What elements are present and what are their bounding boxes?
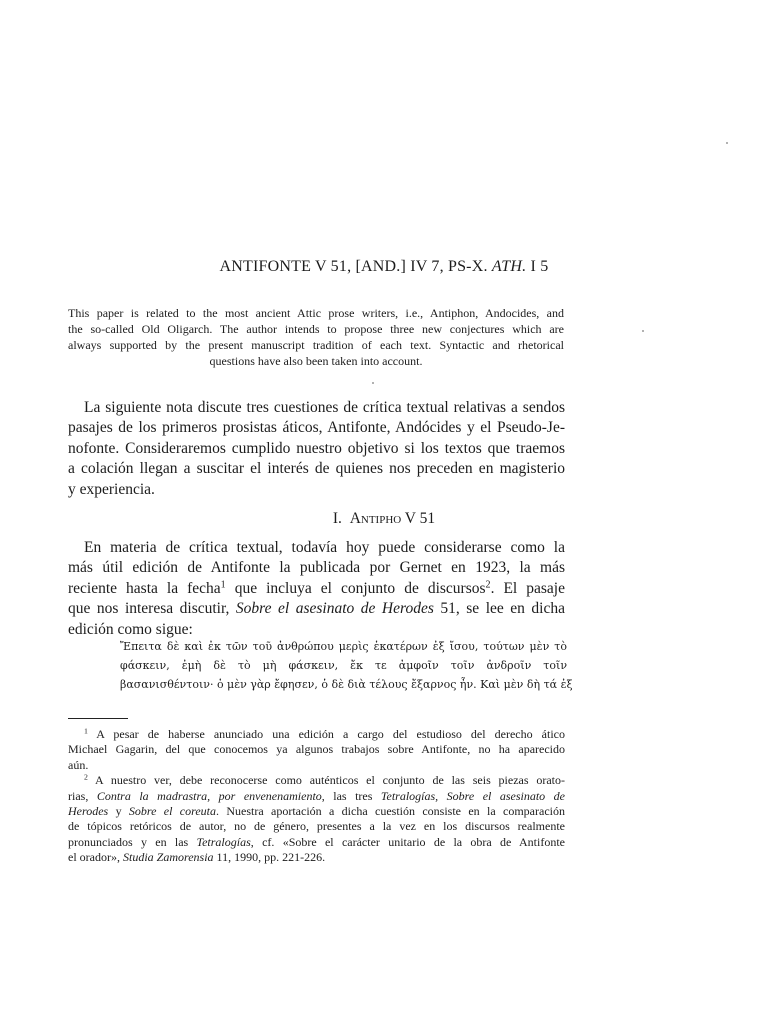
footnote-text: el orador», bbox=[68, 850, 123, 865]
section-text: que incluya el conjunto de discursos bbox=[225, 579, 486, 597]
footnote-text: , cf. «Sobre el carácter unitario de la obra de Antifonte bbox=[250, 834, 565, 849]
greek-line: φάσκειν, ἐμὴ δὲ τὸ μὴ φάσκειν, ἔκ τε ἀμφοῖν τοῖν ἀνδροῖν τοῖν bbox=[120, 659, 567, 672]
section-text: reciente hasta la fecha bbox=[68, 579, 221, 597]
title-main: ANTIFONTE V 51, [AND.] IV 7, PS-X. bbox=[219, 258, 488, 275]
section-text: que nos interesa discutir, bbox=[68, 600, 236, 618]
intro-line: La siguiente nota discute tres cuestiones de crítica textual relativas a sendos bbox=[84, 399, 565, 416]
section-text: . El pasaje bbox=[490, 579, 565, 597]
footnote-ref-2[interactable]: 2 bbox=[485, 579, 491, 591]
footnote-marker-2: 2 bbox=[84, 772, 88, 782]
section-line: edición como sigue: bbox=[68, 620, 193, 638]
footnote-text: , las tres bbox=[321, 788, 381, 803]
work-title: Sobre el asesinato de Herodes bbox=[235, 600, 434, 618]
section-paragraph bbox=[68, 538, 565, 640]
footnote-text: A nuestro ver, debe reconocerse como auténticos el conjunto de las seis piezas orato- bbox=[87, 773, 565, 788]
abstract-line: questions have also been taken into account. bbox=[209, 354, 423, 368]
footnote-1-line bbox=[68, 727, 565, 742]
footnote-2-line bbox=[68, 773, 565, 788]
footnote-2-line bbox=[68, 804, 565, 819]
section-line: más útil edición de Antifonte la publicada por Gernet en 1923, la más bbox=[68, 559, 565, 577]
intro-line: pasajes de los primeros prosistas áticos, Antifonte, Andócides y el Pseudo-Je- bbox=[68, 419, 565, 437]
footnote-text: pronunciados y en las bbox=[68, 834, 197, 849]
section-line bbox=[68, 599, 565, 619]
abstract-line: always supported by the present manuscript tradition of each text. Syntactic and rhetorical bbox=[68, 338, 564, 352]
section-line: En materia de crítica textual, todavía hoy puede considerarse como la bbox=[84, 539, 565, 556]
abstract-line: This paper is related to the most ancient Attic prose writers, i.e., Antiphon, Andocides, and bbox=[68, 306, 564, 320]
footnote-italic: Studia Zamorensia bbox=[122, 850, 214, 865]
footnote-2-line: de tópicos retóricos de autor, no de género, presentes a la vez en los discursos realmente bbox=[68, 819, 565, 834]
intro-line: a colación llegan a suscitar el interés de quienes nos preceden en magisterio bbox=[68, 460, 565, 478]
footnote-separator bbox=[68, 718, 128, 719]
intro-line: y experiencia. bbox=[68, 480, 155, 498]
footnote-1-line: Michael Gagarin, del que conocemos ya algunos trabajos sobre Antifonte, no ha aparecido bbox=[68, 742, 565, 757]
greek-line: Ἔπειτα δὲ καὶ ἐκ τῶν τοῦ ἀνθρώπου μερὶς ἑκατέρων ἐξ ἴσου, τούτων μὲν τὸ bbox=[120, 640, 567, 653]
footnote-italic: Tetralogías bbox=[196, 834, 251, 849]
footnote-italic: Sobre el coreuta bbox=[128, 804, 217, 819]
abstract bbox=[68, 305, 564, 369]
footnote-text: 11, 1990, pp. 221-226. bbox=[213, 850, 326, 865]
footnote-text: A pesar de haberse anunciado una edición a cargo del estudioso del derecho ático bbox=[87, 727, 565, 741]
section-text: 51, se lee en dicha bbox=[433, 600, 565, 618]
greek-quotation bbox=[120, 637, 573, 694]
scan-speck bbox=[642, 330, 644, 332]
footnote-2-line bbox=[68, 850, 565, 865]
footnote-text: . Nuestra aportación a dicha cuestión consiste en la comparación bbox=[216, 804, 565, 819]
footnote-ref-1[interactable]: 1 bbox=[220, 579, 226, 591]
footnote-italic: Tetralogías, Sobre el asesinato de bbox=[380, 788, 565, 803]
abstract-line: the so-called Old Oligarch. The author intends to propose three new conjectures which are bbox=[68, 322, 564, 336]
footnote-text: y bbox=[108, 804, 129, 819]
greek-line: βασανισθέντοιν· ὁ μὲν γὰρ ἔφησεν, ὁ δὲ διὰ τέλους ἔξαρνος ἦν. Καὶ μὲν δὴ τά ἐξ bbox=[120, 678, 573, 691]
footnote-text: rias, bbox=[68, 788, 97, 803]
section-number: I. bbox=[332, 510, 342, 527]
footnote-italic: Herodes bbox=[68, 804, 109, 819]
footnote-1-line: aún. bbox=[68, 757, 89, 772]
intro-line: nofonte. Consideraremos cumplido nuestro objetivo si los textos que traemos bbox=[68, 439, 565, 457]
scan-speck bbox=[726, 142, 728, 144]
title-italic: ATH. bbox=[491, 258, 527, 275]
scan-speck bbox=[372, 382, 374, 384]
section-line bbox=[68, 579, 565, 599]
section-title: Antipho V 51 bbox=[349, 510, 436, 527]
section-heading bbox=[0, 510, 768, 528]
footnote-2-line bbox=[68, 789, 565, 804]
article-title bbox=[0, 258, 768, 276]
footnote-marker-1: 1 bbox=[84, 726, 88, 736]
footnotes bbox=[68, 727, 565, 866]
title-tail: I 5 bbox=[526, 258, 549, 275]
footnote-italic: Contra la madrastra, por envenenamiento bbox=[96, 788, 322, 803]
intro-paragraph bbox=[68, 398, 565, 500]
footnote-2-line bbox=[68, 835, 565, 850]
